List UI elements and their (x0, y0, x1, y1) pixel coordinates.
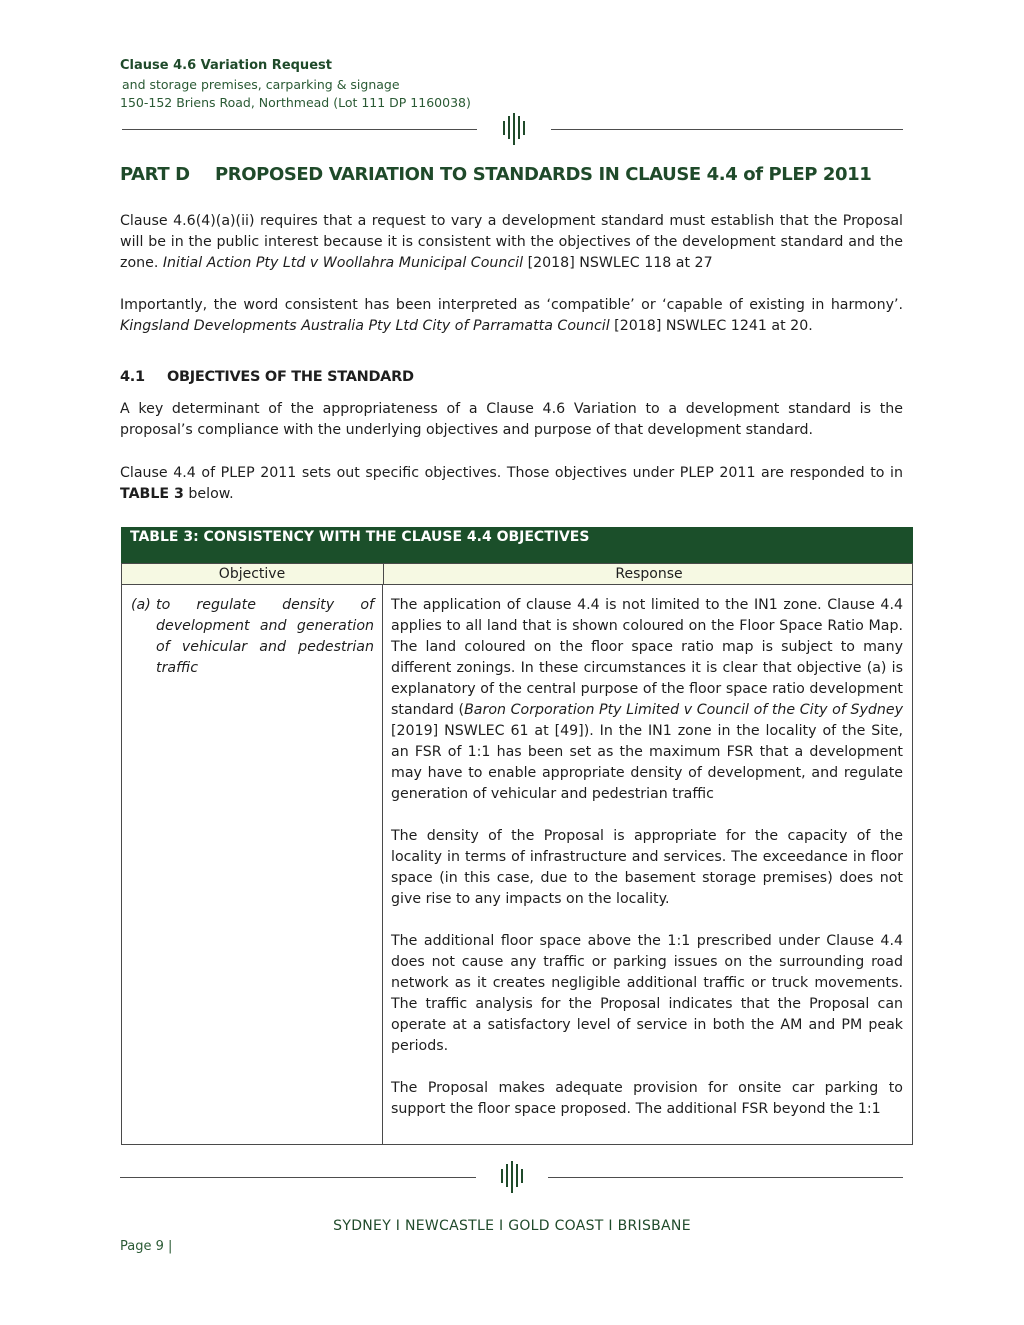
section-paragraph-1: A key determinant of the appropriateness of a Clause 4.6 Variation to a development standard is the proposal’s compliance with the underlying objectives and purpose of that development standard. (120, 401, 903, 438)
section-title: OBJECTIVES OF THE STANDARD (167, 369, 414, 385)
section-p2-bold: TABLE 3 (120, 486, 184, 502)
intro-p1-text: Clause 4.6(4)(a)(ii) requires that a request to vary a development standard must establish that the Proposal will be in the public interest because it is consistent with the objectives of the development standard and the zone. (120, 213, 903, 271)
intro-p1-case: Initial Action Pty Ltd v Woollahra Municipal Council (162, 255, 524, 271)
objective-label: (a) (131, 597, 151, 613)
intro-paragraph-1 (120, 211, 903, 274)
response-p1-case: Baron Corporation Pty Limited v Council of the City of Sydney (464, 702, 903, 718)
footer-rule-left (120, 1177, 476, 1178)
section-p2-end: below. (183, 486, 234, 502)
response-p1-rest: [2019] NSWLEC 61 at [49]). In the IN1 zone in the locality of the Site, an FSR of 1:1 has been set as the maximum FSR that a development may have to enable appropriate density of development, and regulate generation of vehicular and pedestrian traffic (391, 723, 903, 802)
footer-rule-right (548, 1177, 903, 1178)
table-row (121, 585, 913, 1145)
response-paragraph-2: The density of the Proposal is appropriate for the capacity of the locality in terms of infrastructure and services. The exceedance in floor space (in this case, due to the basement storage premises) does not give rise to any impacts on the locality. (391, 828, 903, 907)
header-rule-left (122, 129, 477, 130)
intro-p2-cite: [2018] NSWLEC 1241 at 20. (609, 318, 813, 334)
intro-p2-case: Kingsland Developments Australia Pty Ltd City of Parramatta Council (120, 318, 610, 334)
page-number: Page 9 | (120, 1239, 173, 1254)
table-title: TABLE 3: CONSISTENCY WITH THE CLAUSE 4.4 OBJECTIVES (121, 527, 913, 563)
footer-logo-icon (499, 1161, 525, 1193)
section-paragraph-2 (120, 463, 903, 505)
logo-icon (501, 113, 527, 145)
objective-text: to regulate density of development and generation of vehicular and pedestrian traffic (156, 597, 374, 676)
part-heading (120, 164, 871, 185)
section-p2-text: Clause 4.4 of PLEP 2011 sets out specific objectives. Those objectives under PLEP 2011 are responded to in (120, 465, 903, 481)
response-paragraph-4: The Proposal makes adequate provision for onsite car parking to support the floor space proposed. The additional FSR beyond the 1:1 (391, 1080, 903, 1117)
section-heading (120, 369, 414, 385)
section-number: 4.1 (120, 369, 145, 385)
intro-p1-cite: [2018] NSWLEC 118 at 27 (523, 255, 713, 271)
header-title: Clause 4.6 Variation Request (120, 58, 332, 73)
part-label: PART D (120, 164, 190, 185)
response-cell (391, 595, 903, 1141)
header-address: 150-152 Briens Road, Northmead (Lot 111 DP 1160038) (120, 95, 471, 110)
table-header-row (121, 563, 913, 585)
table-header-response: Response (383, 564, 914, 584)
intro-paragraph-2 (120, 295, 903, 337)
intro-p2-text: Importantly, the word consistent has been interpreted as ‘compatible’ or ‘capable of existing in harmony’. (120, 297, 903, 313)
response-paragraph-1 (391, 595, 903, 805)
footer-cities: SYDNEY I NEWCASTLE I GOLD COAST I BRISBANE (333, 1218, 691, 1234)
header-rule-right (551, 129, 903, 130)
response-paragraph-3: The additional floor space above the 1:1 prescribed under Clause 4.4 does not cause any traffic or parking issues on the surrounding road network as it creates negligible additional traffic or truck movements. The traffic analysis for the Proposal indicates that the Proposal can operate at a satisfactory level of service in both the AM and PM peak periods. (391, 933, 903, 1054)
response-p1-text: The application of clause 4.4 is not limited to the IN1 zone. Clause 4.4 applies to all land that is shown coloured on the Floor Space Ratio Map. The land coloured on the floor space ratio map is subject to many different zonings. In these circumstances it is clear that objective (a) is explanatory of the central purpose of the floor space ratio development standard ( (391, 597, 903, 718)
part-title: PROPOSED VARIATION TO STANDARDS IN CLAUSE 4.4 of PLEP 2011 (215, 164, 872, 185)
table-header-objective: Objective (218, 566, 286, 582)
header-subtitle: and storage premises, carparking & signage (122, 77, 400, 92)
objective-cell (131, 595, 374, 679)
column-divider (382, 585, 383, 1144)
